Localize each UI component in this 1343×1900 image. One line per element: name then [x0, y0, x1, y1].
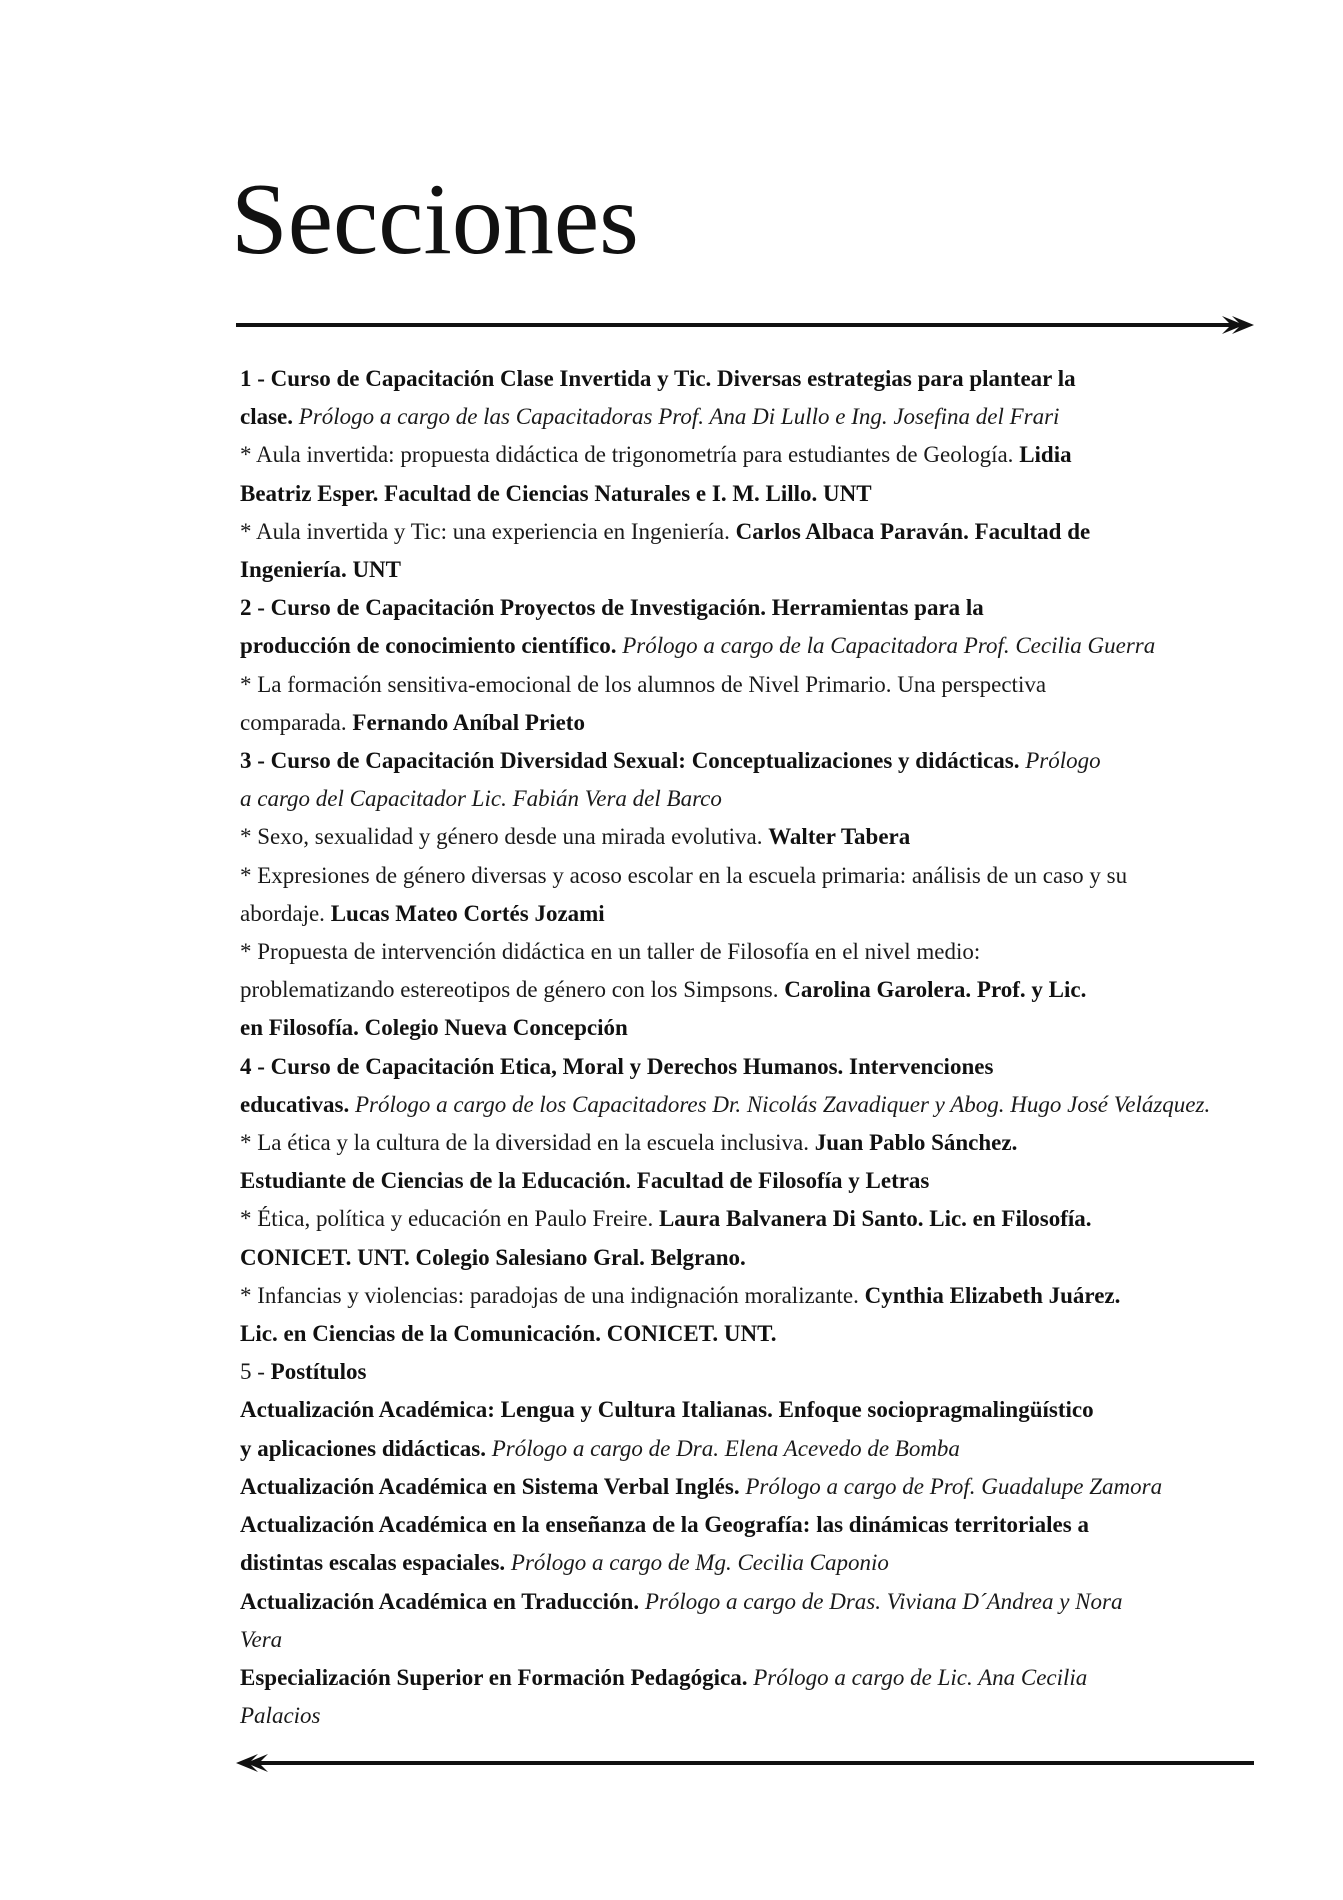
bold-text: CONICET. UNT. Colegio Salesiano Gral. Belgrano.	[240, 1244, 746, 1270]
section-line	[240, 666, 1250, 704]
bold-text: 4 - Curso de Capacitación Etica, Moral y Derechos Humanos. Intervenciones	[240, 1053, 994, 1079]
section-line	[240, 1506, 1250, 1544]
section-line	[240, 704, 1250, 742]
section-line	[240, 1659, 1250, 1697]
italic-text: Prólogo a cargo de Dras. Viviana D´Andrea y Nora	[644, 1588, 1123, 1614]
bold-text: Actualización Académica: Lengua y Cultura Italianas. Enfoque sociopragmalingüístico	[240, 1397, 1094, 1423]
section-line	[240, 1239, 1250, 1277]
bold-text: Actualización Académica en Traducción.	[240, 1588, 640, 1614]
section-line	[240, 1583, 1250, 1621]
section-line	[240, 1353, 1250, 1391]
italic-text: Prólogo	[1025, 748, 1101, 774]
section-line	[240, 1048, 1250, 1086]
bold-text: Ingeniería. UNT	[240, 557, 401, 583]
section-line	[240, 551, 1250, 589]
bold-text: Beatriz Esper. Facultad de Ciencias Naturales e I. M. Lillo. UNT	[240, 480, 872, 506]
section-line	[240, 589, 1250, 627]
italic-text: Prólogo a cargo de las Capacitadoras Prof. Ana Di Lullo e Ing. Josefina del Frari	[298, 404, 1060, 430]
section-line	[240, 971, 1250, 1009]
section-line	[240, 1162, 1250, 1200]
bold-text: Actualización Académica en Sistema Verbal Inglés.	[240, 1473, 740, 1499]
section-line	[240, 895, 1250, 933]
section-line	[240, 1200, 1250, 1238]
section-line	[240, 1430, 1250, 1468]
plain-text: comparada.	[240, 709, 353, 735]
plain-text: * Infancias y violencias: paradojas de una indignación moralizante.	[240, 1282, 865, 1308]
bold-text: Actualización Académica en la enseñanza de la Geografía: las dinámicas territoriales a	[240, 1512, 1089, 1538]
bold-text: Lic. en Ciencias de la Comunicación. CONICET. UNT.	[240, 1321, 777, 1347]
section-line	[240, 475, 1250, 513]
section-line	[240, 513, 1250, 551]
bold-text: Estudiante de Ciencias de la Educación. Facultad de Filosofía y Letras	[240, 1168, 930, 1194]
section-line	[240, 1544, 1250, 1582]
bold-text: Cynthia Elizabeth Juárez.	[864, 1282, 1121, 1308]
section-line	[240, 933, 1250, 971]
section-line	[240, 627, 1250, 665]
plain-text: * Sexo, sexualidad y género desde una mirada evolutiva.	[240, 824, 769, 850]
plain-text: abordaje.	[240, 900, 331, 926]
section-line	[240, 780, 1250, 818]
bottom-arrow-rule	[236, 1748, 1254, 1778]
bold-text: Especialización Superior en Formación Pedagógica.	[240, 1664, 748, 1690]
plain-text: * Aula invertida: propuesta didáctica de trigonometría para estudiantes de Geología.	[240, 442, 1020, 468]
section-line	[240, 436, 1250, 474]
plain-text: * Ética, política y educación en Paulo Freire.	[240, 1206, 659, 1232]
bold-text: Lucas Mateo Cortés Jozami	[330, 900, 605, 926]
sections-list	[240, 360, 1250, 1735]
italic-text: Vera	[240, 1626, 283, 1652]
section-line	[240, 1124, 1250, 1162]
bold-text: en Filosofía. Colegio Nueva Concepción	[240, 1015, 628, 1041]
italic-text: a cargo del Capacitador Lic. Fabián Vera del Barco	[240, 786, 722, 812]
italic-text: Prólogo a cargo de Prof. Guadalupe Zamora	[745, 1473, 1163, 1499]
italic-text: Palacios	[240, 1703, 321, 1729]
section-line	[240, 398, 1250, 436]
italic-text: Prólogo a cargo de Dra. Elena Acevedo de Bomba	[491, 1435, 960, 1461]
bold-text: Lidia	[1019, 442, 1072, 468]
bold-text: Juan Pablo Sánchez.	[814, 1130, 1018, 1156]
section-line	[240, 1009, 1250, 1047]
italic-text: Prólogo a cargo de Mg. Cecilia Caponio	[510, 1550, 889, 1576]
plain-text: * Expresiones de género diversas y acoso escolar en la escuela primaria: análisis de un caso y su	[240, 862, 1128, 888]
bold-text: producción de conocimiento científico.	[240, 633, 617, 659]
section-line	[240, 1277, 1250, 1315]
plain-text: problematizando estereotipos de género con los Simpsons.	[240, 977, 785, 1003]
plain-text: * Propuesta de intervención didáctica en un taller de Filosofía en el nivel medio:	[240, 939, 981, 965]
plain-text: * La formación sensitiva-emocional de los alumnos de Nivel Primario. Una perspectiva	[240, 671, 1047, 697]
bold-text: Fernando Aníbal Prieto	[352, 709, 585, 735]
top-arrow-rule	[236, 310, 1254, 340]
plain-text: * Aula invertida y Tic: una experiencia en Ingeniería.	[240, 518, 736, 544]
bold-text: 2 - Curso de Capacitación Proyectos de Investigación. Herramientas para la	[240, 595, 984, 621]
italic-text: Prólogo a cargo de Lic. Ana Cecilia	[753, 1664, 1088, 1690]
bold-text: Walter Tabera	[768, 824, 911, 850]
plain-text: * La ética y la cultura de la diversidad en la escuela inclusiva.	[240, 1130, 815, 1156]
section-line	[240, 1315, 1250, 1353]
bold-text: y aplicaciones didácticas.	[240, 1435, 486, 1461]
section-line	[240, 1697, 1250, 1735]
bold-text: Postítulos	[270, 1359, 367, 1385]
section-line	[240, 1391, 1250, 1429]
section-line	[240, 818, 1250, 856]
bold-text: educativas.	[240, 1091, 350, 1117]
section-line	[240, 742, 1250, 780]
bold-text: Carlos Albaca Paraván. Facultad de	[735, 518, 1091, 544]
bold-text: clase.	[240, 404, 294, 430]
section-line	[240, 1086, 1250, 1124]
page-title: Secciones	[231, 163, 639, 276]
bold-text: 1 - Curso de Capacitación Clase Invertida y Tic. Diversas estrategias para plantear la	[240, 366, 1076, 391]
section-line	[240, 1468, 1250, 1506]
plain-text: 5 -	[240, 1359, 271, 1385]
bold-text: Laura Balvanera Di Santo. Lic. en Filosofía.	[658, 1206, 1092, 1232]
section-line	[240, 857, 1250, 895]
italic-text: Prólogo a cargo de la Capacitadora Prof. Cecilia Guerra	[622, 633, 1156, 659]
bold-text: distintas escalas espaciales.	[240, 1550, 506, 1576]
bold-text: 3 - Curso de Capacitación Diversidad Sexual: Conceptualizaciones y didácticas.	[240, 748, 1020, 774]
section-line	[240, 1621, 1250, 1659]
bold-text: Carolina Garolera. Prof. y Lic.	[784, 977, 1087, 1003]
section-line	[240, 360, 1250, 398]
italic-text: Prólogo a cargo de los Capacitadores Dr. Nicolás Zavadiquer y Abog. Hugo José Velázquez.	[355, 1091, 1211, 1117]
